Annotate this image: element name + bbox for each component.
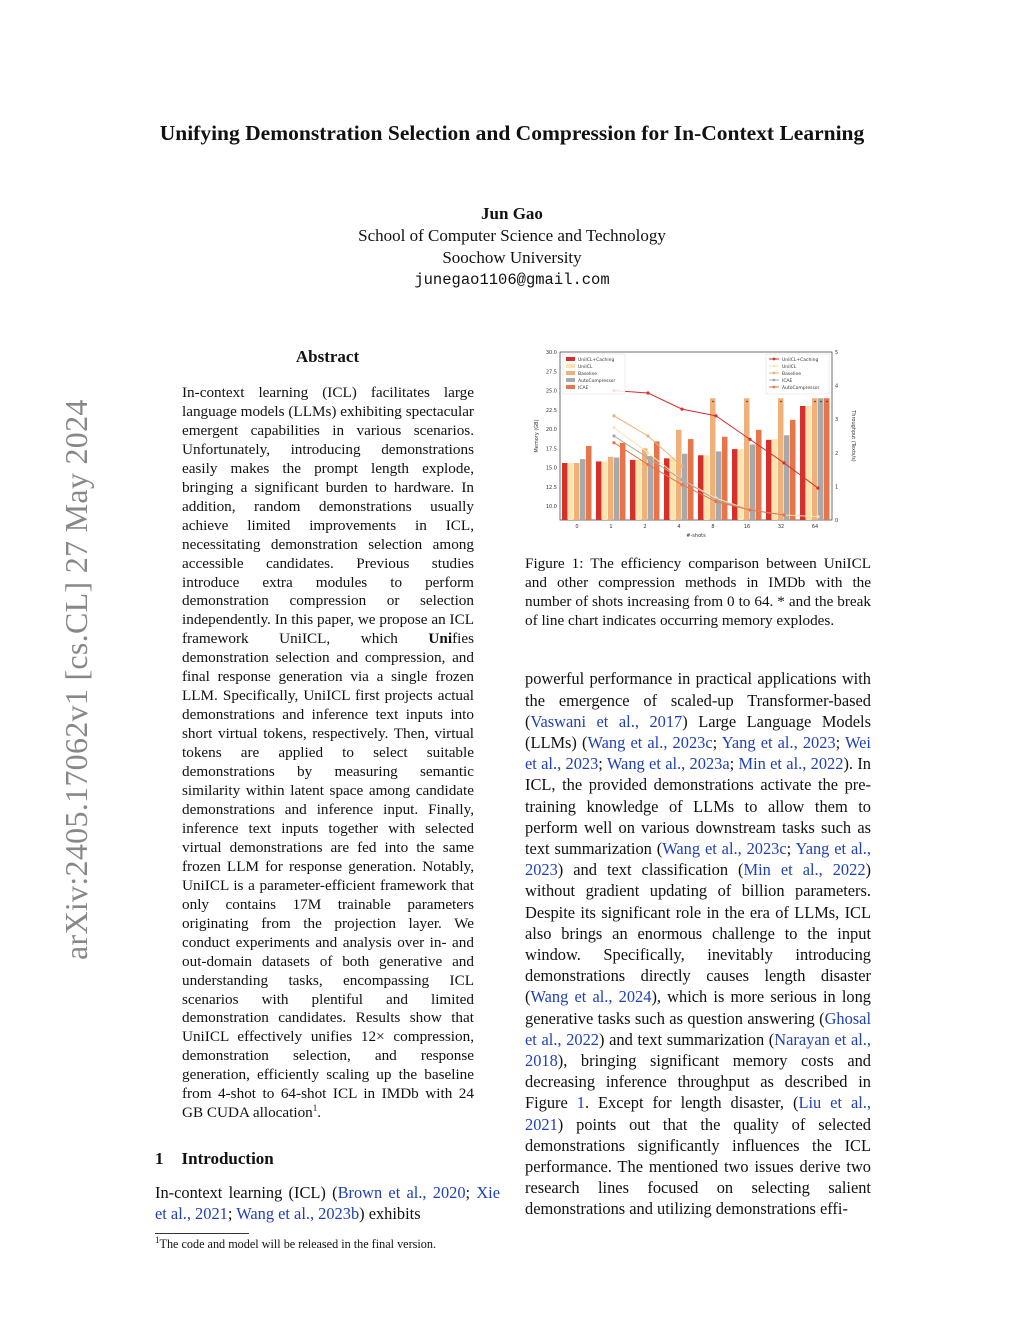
y-tick-label: 12.5 xyxy=(545,484,557,491)
citation-link[interactable]: Wei et al., 2023 xyxy=(525,732,871,774)
efficiency-chart xyxy=(530,342,860,542)
bar xyxy=(732,449,738,520)
citation-link[interactable]: Min et al., 2022 xyxy=(743,860,866,880)
abstract-bold: Uni xyxy=(428,630,453,648)
y-axis-label: Memory (GB) xyxy=(534,419,540,453)
y2-tick-label: 5 xyxy=(835,350,839,356)
line-point xyxy=(816,486,819,489)
citation-link[interactable]: Xie et al., 2021 xyxy=(155,1183,500,1224)
author-email: junegao1106@gmail.com xyxy=(414,271,610,289)
bar xyxy=(784,435,790,520)
bar xyxy=(580,459,586,520)
line-point xyxy=(646,434,649,437)
y-tick-label: 20.0 xyxy=(545,427,557,434)
bar xyxy=(806,406,812,520)
line-point xyxy=(714,414,717,417)
legend-marker xyxy=(773,386,776,389)
bar xyxy=(602,461,608,520)
bar xyxy=(800,406,806,520)
citation-link[interactable]: Yang et al., 2023 xyxy=(525,839,871,880)
y-tick-label: 25.0 xyxy=(545,388,557,395)
bar xyxy=(568,463,574,520)
body-text: In-context learning (ICL) ( xyxy=(155,1183,338,1203)
abstract-body xyxy=(182,384,474,1123)
citation-link[interactable]: Brown et al., 2020 xyxy=(337,1183,466,1203)
bar xyxy=(614,458,620,520)
body-text: ; xyxy=(835,732,845,752)
x-tick-label: 1 xyxy=(609,524,613,530)
explode-marker: * xyxy=(813,401,817,407)
legend-label: UniICL+Caching xyxy=(782,357,819,363)
footnote-mark[interactable]: 1 xyxy=(312,1103,318,1114)
legend-swatch xyxy=(566,357,575,361)
legend-label: UniICL+Caching xyxy=(578,358,615,363)
author-university: Soochow University xyxy=(442,248,582,267)
y2-tick-label: 0 xyxy=(835,518,839,524)
citation-link[interactable]: 1 xyxy=(576,1093,585,1113)
x-tick-label: 0 xyxy=(575,524,579,530)
bar xyxy=(676,430,682,520)
body-text: ; xyxy=(786,839,796,858)
abstract-text-2: fies demonstration selection and compression, and final response generation via a single frozen LLM. Specifically, UniICL first projects actual demonstrations and inference text inputs into short virtual tokens, respectively. Then, virtual tokens are applied to select suitable demonstrations by measuring semantic similarity within latent space among candidate demonstrations and inference input. Finally, inference text inputs together with selected virtual demonstrations are fed into the same frozen LLM for response generation. Notably, UniICL is a parameter-efficient framework that only contains 17M trainable parameters originating from the projection layer. We conduct experiments and analysis over in- and out-domain datasets of both generative and understanding tasks, encompassing ICL scenarios with plentiful and limited demonstration candidates. Results show that UniICL effectively unifies 12× compression, demonstration selection, and response generation, efficiently scaling up the baseline from 4-shot to 64-shot ICL in IMDb with 24 GB CUDA allocation xyxy=(182,630,474,1122)
explode-marker: * xyxy=(819,401,823,407)
abstract-heading: Abstract xyxy=(295,347,360,366)
legend-label: UniICL xyxy=(782,364,797,370)
footnote xyxy=(155,1234,500,1252)
citation-link[interactable]: Min et al., 2022 xyxy=(738,754,844,774)
citation-link[interactable]: Vaswani et al., 2017 xyxy=(530,711,683,731)
citation-link[interactable]: Narayan et al., 2018 xyxy=(525,1029,871,1071)
x-tick-label: 8 xyxy=(711,524,715,530)
citation-link[interactable]: Wang et al., 2023b xyxy=(236,1204,360,1224)
bar xyxy=(562,463,568,520)
body-text: . Except for length disaster, ( xyxy=(584,1093,799,1113)
bar xyxy=(596,461,602,520)
footnote-rule xyxy=(155,1233,249,1234)
y-tick-label: 15.0 xyxy=(545,465,557,472)
section-title: Introduction xyxy=(181,1149,274,1169)
body-text: ; xyxy=(729,754,739,774)
line-point xyxy=(612,434,615,437)
y-tick-label: 27.5 xyxy=(545,369,557,376)
bar xyxy=(642,448,648,520)
body-text: powerful performance in practical applications with the emergence of scaled-up Transformer-based ( xyxy=(525,669,871,731)
bar xyxy=(744,398,750,520)
legend-label: ICAE xyxy=(782,378,793,384)
bar xyxy=(636,460,642,520)
body-text: ) without gradient updating of billion parameters. Despite its significant role in the era of LLMs, ICL also brings an enormous challenge to the input window. Specifically, inevitably introducing demonstrations directly causes length disaster ( xyxy=(525,860,871,1007)
x-tick-label: 4 xyxy=(677,524,681,530)
line-point xyxy=(646,451,649,454)
author-name: Jun Gao xyxy=(481,204,543,223)
line-point xyxy=(646,391,649,394)
y2-tick-label: 1 xyxy=(835,484,839,491)
body-text: ) and text classification ( xyxy=(557,860,744,880)
bar xyxy=(574,463,580,520)
bar xyxy=(772,439,778,520)
intro-right-text xyxy=(525,668,871,1219)
legend-label: UniICL xyxy=(578,365,593,370)
x-tick-label: 64 xyxy=(811,524,819,530)
left-column xyxy=(155,347,500,1252)
legend-swatch xyxy=(566,364,575,368)
line-point xyxy=(680,478,683,481)
line-point xyxy=(646,456,649,459)
y-tick-label: 22.5 xyxy=(545,407,557,414)
legend-label: Baseline xyxy=(578,372,598,377)
legend-swatch xyxy=(566,378,575,382)
legend-marker xyxy=(773,358,776,361)
author-block xyxy=(0,203,1024,291)
citation-link[interactable]: Ghosal et al., 2022 xyxy=(525,1008,871,1049)
bar xyxy=(738,449,744,520)
footnote-text: The code and model will be released in the final version. xyxy=(159,1236,436,1251)
right-column xyxy=(525,342,871,1220)
bar xyxy=(630,460,636,520)
line-point xyxy=(782,513,785,516)
body-text: ) Large Language Models (LLMs) ( xyxy=(525,711,871,752)
bar xyxy=(670,458,676,520)
author-affiliation: School of Computer Science and Technology xyxy=(358,226,666,245)
bar xyxy=(756,430,762,520)
line-point xyxy=(714,500,717,503)
legend-label: AutoCompressor xyxy=(782,385,820,391)
bar xyxy=(654,441,660,520)
body-text: ) exhibits xyxy=(359,1204,421,1224)
intro-left-text xyxy=(155,1182,500,1224)
body-text: ) points out that the quality of selected demonstrations significantly influences the ICL performance. The mentioned two issues derive two research lines focused on selecting salient demonstrations and utilizing demonstrations effi- xyxy=(525,1114,871,1219)
body-text: ), bringing significant memory costs and decreasing inference throughput as described in Figure xyxy=(525,1051,871,1113)
line-point xyxy=(782,461,785,464)
line-point xyxy=(612,414,615,417)
legend-marker xyxy=(773,365,776,368)
body-text: ; xyxy=(712,732,722,752)
legend-swatch xyxy=(566,371,575,375)
bar xyxy=(722,437,728,520)
y-tick-label: 10.0 xyxy=(545,504,557,511)
line-point xyxy=(816,515,819,518)
citation-link[interactable]: Wang et al., 2023a xyxy=(606,754,730,774)
line-point xyxy=(646,463,649,466)
citation-link[interactable]: Wang et al., 2023c xyxy=(587,732,713,752)
body-text: ; xyxy=(227,1204,237,1224)
line-point xyxy=(612,426,615,429)
citation-link[interactable]: Wang et al., 2023c xyxy=(662,839,787,858)
line-point xyxy=(680,483,683,486)
line-point xyxy=(748,508,751,511)
legend-swatch xyxy=(566,385,575,389)
line-point xyxy=(680,408,683,411)
section-number: 1 xyxy=(155,1149,164,1169)
y2-tick-label: 4 xyxy=(835,383,839,390)
figure-caption: Figure 1: The efficiency comparison between UniICL and other compression methods in IMDb with the number of shots increasing from 0 to 64. * and the break of line chart indicates occurring memory explodes. xyxy=(525,555,871,630)
y-tick-label: 17.5 xyxy=(545,446,557,453)
y2-tick-label: 3 xyxy=(835,417,839,424)
body-text: ) and text summarization ( xyxy=(599,1029,775,1049)
legend-label: ICAE xyxy=(578,386,589,391)
citation-link[interactable]: Liu et al., 2021 xyxy=(525,1093,871,1134)
x-axis-label: #-shots xyxy=(686,533,706,539)
bar xyxy=(608,457,614,520)
section-heading xyxy=(155,1149,500,1169)
bar xyxy=(818,398,824,520)
legend-marker xyxy=(773,379,776,382)
bar xyxy=(698,455,704,520)
line-point xyxy=(680,465,683,468)
citation-link[interactable]: Wang et al., 2024 xyxy=(530,987,652,1007)
paper-title: Unifying Demonstration Selection and Compression for In-Context Learning xyxy=(159,121,865,145)
footnote-number: 1 xyxy=(155,1234,160,1245)
body-text: ; xyxy=(465,1183,477,1203)
line-point xyxy=(748,438,751,441)
line-point xyxy=(612,441,615,444)
bar xyxy=(704,455,710,520)
abstract-text: In-context learning (ICL) facilitates large language models (LLMs) exhibiting spectacular emergent capabilities in various scenarios. Unfortunately, introducing demonstrations easily makes the prompt length explode, bringing a significant burden to hardware. In addition, random demonstrations usually achieve limited improvements in ICL, necessitating demonstration selection among accessible candidates. Previous studies introduce extra modules to perform demonstration compression or selection independently. In this paper, we propose an ICL framework UniICL, which xyxy=(182,384,474,648)
bar xyxy=(716,451,722,520)
explode-marker: * xyxy=(711,401,715,407)
body-text: ). In ICL, the provided demonstrations activate the pre-training knowledge of LLMs to allow them to perform well on various downstream tasks such as text summarization ( xyxy=(525,754,871,858)
bar xyxy=(824,398,830,520)
body-text: ), which is more serious in long generative tasks such as question answering ( xyxy=(525,987,871,1028)
explode-marker: * xyxy=(745,401,749,407)
arxiv-identifier: arXiv:2405.17062v1 [cs.CL] 27 May 2024 xyxy=(58,399,94,960)
explode-marker: * xyxy=(825,401,829,407)
citation-link[interactable]: Yang et al., 2023 xyxy=(721,732,836,752)
bar xyxy=(586,446,592,520)
bar xyxy=(812,398,818,520)
x-tick-label: 2 xyxy=(643,524,647,530)
legend-marker xyxy=(773,372,776,375)
bar xyxy=(620,443,626,520)
y2-tick-label: 2 xyxy=(835,450,839,457)
legend-label: AutoCompressor xyxy=(578,379,616,384)
bar xyxy=(688,439,694,520)
x-tick-label: 16 xyxy=(743,524,751,530)
body-text: ; xyxy=(598,754,607,774)
y-tick-label: 30.0 xyxy=(545,350,557,356)
explode-marker: * xyxy=(779,401,783,407)
y2-axis-label: Throughput (Texts/s) xyxy=(850,410,856,462)
abstract-end: . xyxy=(317,1104,322,1122)
legend-label: Baseline xyxy=(782,371,802,377)
x-tick-label: 32 xyxy=(777,524,785,530)
